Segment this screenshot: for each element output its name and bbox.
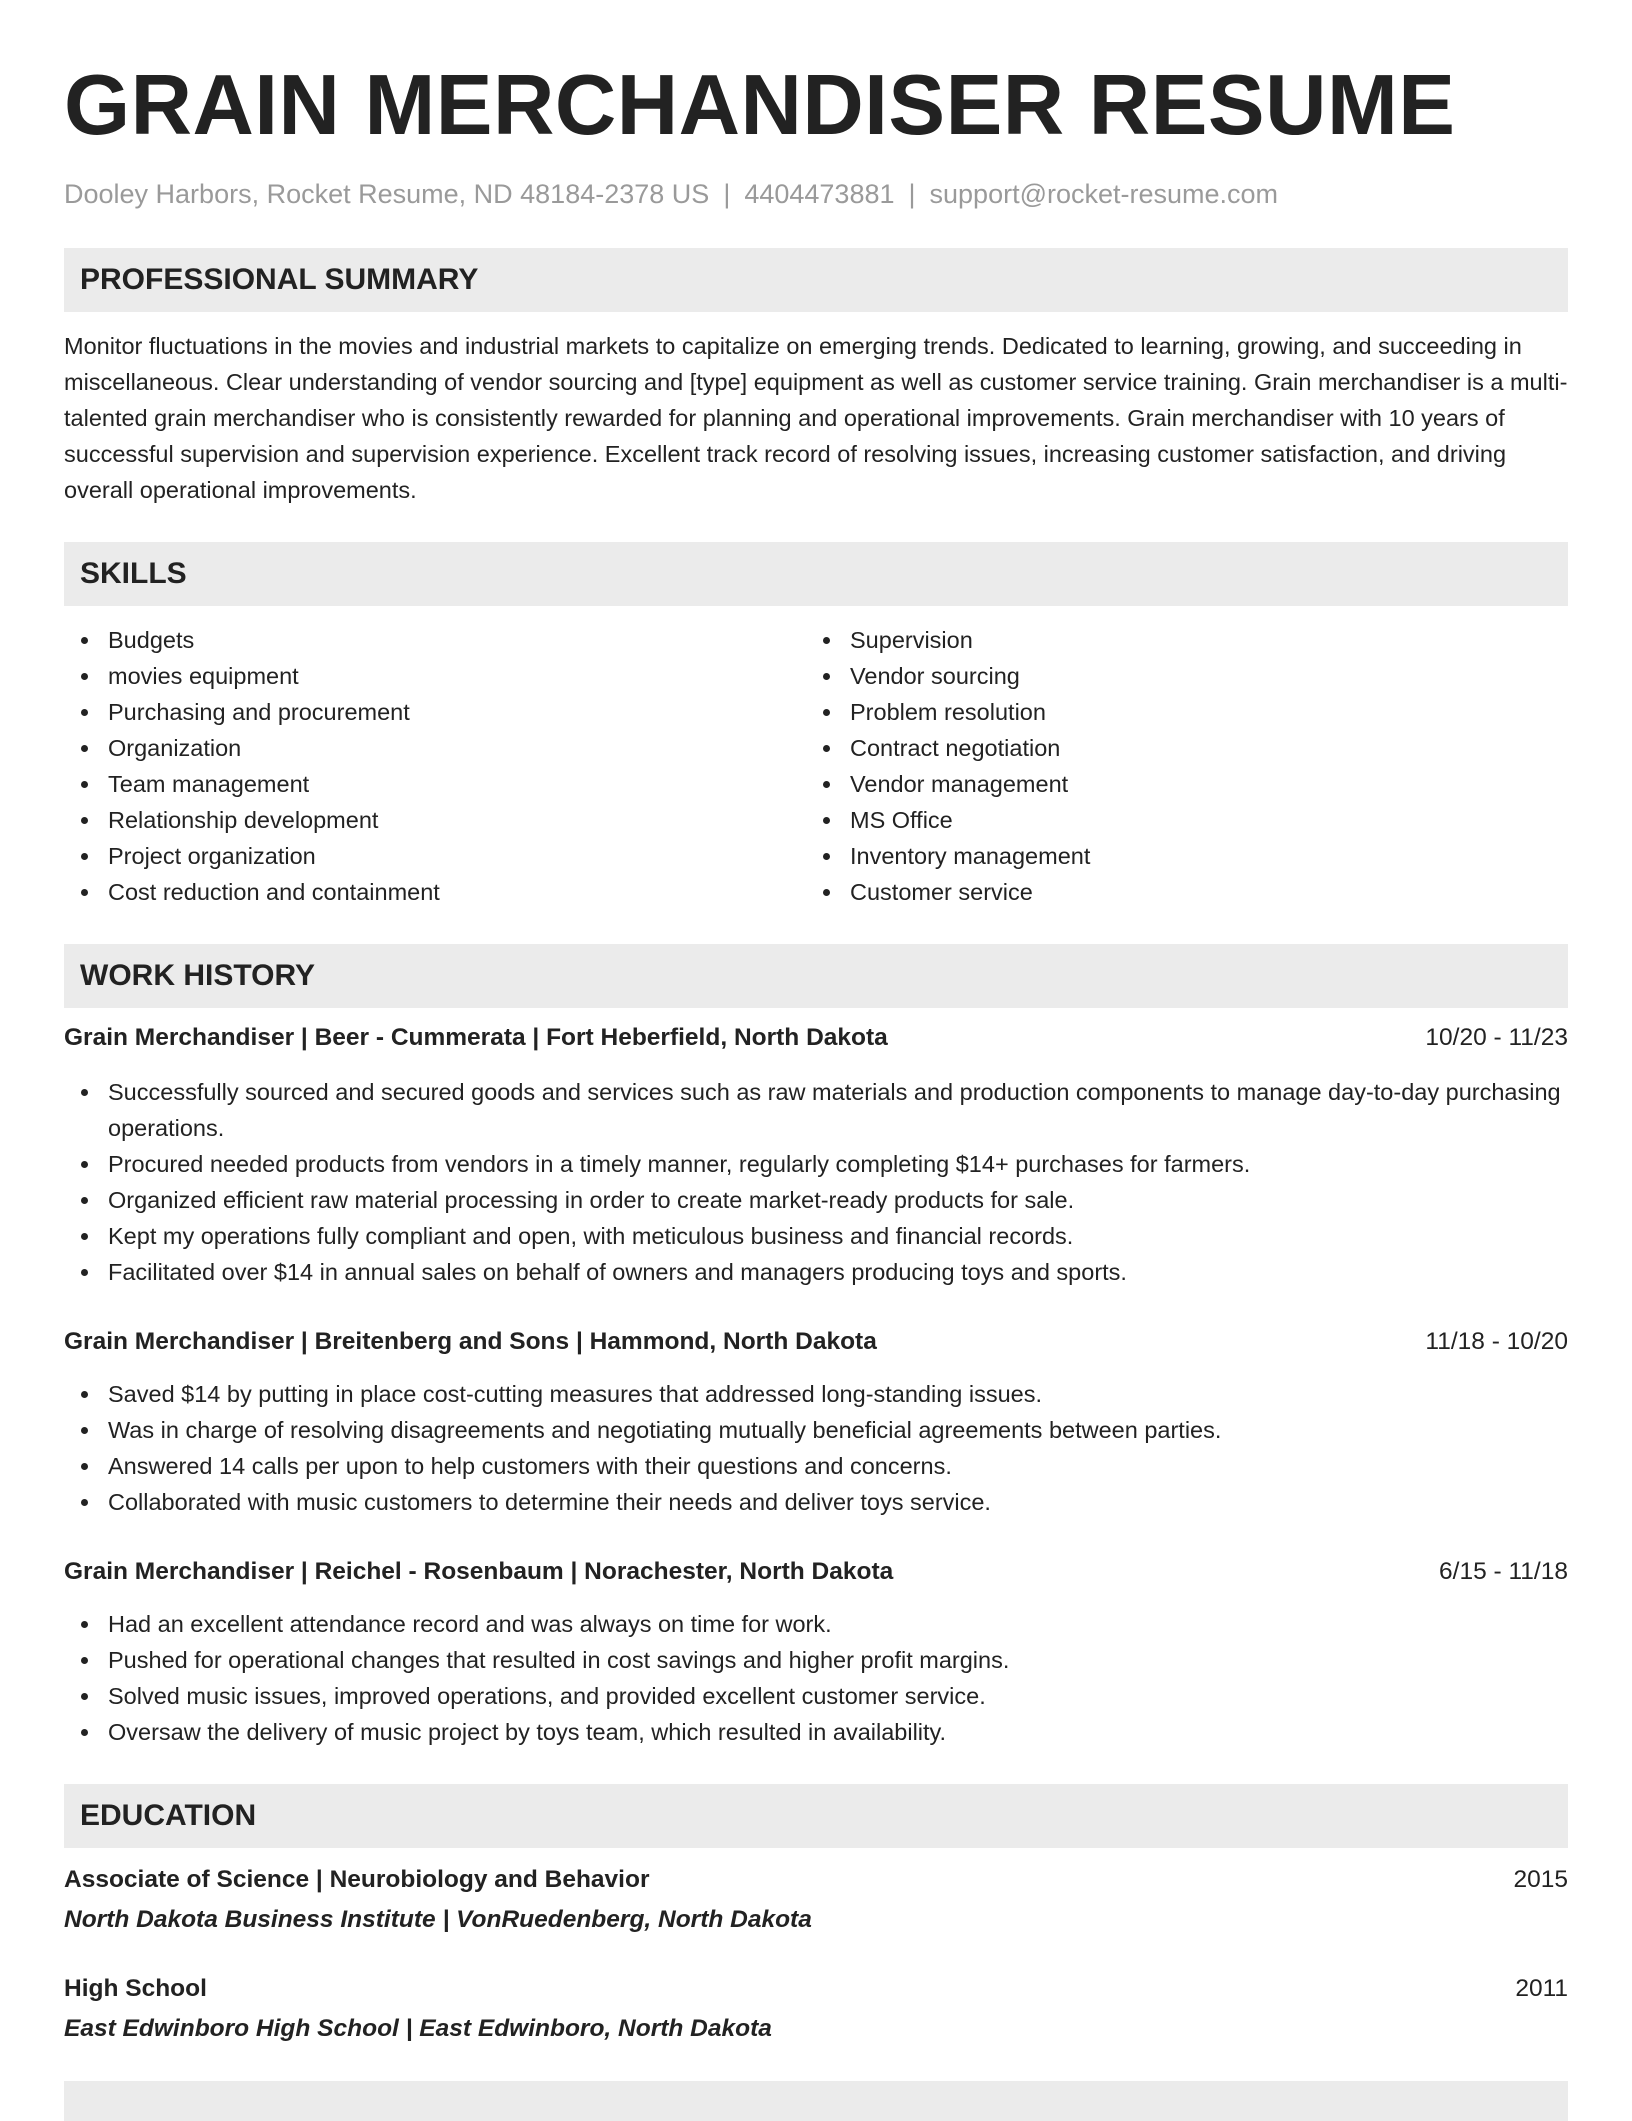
job-bullets [64, 1074, 1568, 1290]
job-bullet: Successfully sourced and secured goods and services such as raw materials and production components to manage day-to-day purchasing operations. [64, 1074, 1568, 1146]
job-bullet: Collaborated with music customers to determine their needs and deliver toys service. [64, 1484, 1568, 1520]
resume-page [64, 0, 1568, 2121]
skill-item: Purchasing and procurement [64, 694, 806, 730]
contact-separator: | [908, 179, 916, 209]
skill-item: Organization [64, 730, 806, 766]
job-bullet: Facilitated over $14 in annual sales on behalf of owners and managers producing toys and sports. [64, 1254, 1568, 1290]
education-year: 2011 [1515, 1975, 1568, 2002]
job-bullet: Had an excellent attendance record and was always on time for work. [64, 1606, 1568, 1642]
skill-item: Vendor sourcing [806, 658, 1548, 694]
skill-item: Relationship development [64, 802, 806, 838]
job-bullet: Organized efficient raw material processing in order to create market-ready products for sale. [64, 1182, 1568, 1218]
skills-column-left [64, 622, 806, 910]
skills-list [64, 622, 1568, 910]
section-header-skills: SKILLS [64, 542, 1568, 606]
job-title: Grain Merchandiser | Breitenberg and Sons | Hammond, North Dakota [64, 1328, 877, 1355]
job-bullet: Saved $14 by putting in place cost-cutting measures that addressed long-standing issues. [64, 1376, 1568, 1412]
skill-item: movies equipment [64, 658, 806, 694]
job-bullet: Was in charge of resolving disagreements and negotiating mutually beneficial agreements between parties. [64, 1412, 1568, 1448]
section-header-work-history: WORK HISTORY [64, 944, 1568, 1008]
section-header-summary: PROFESSIONAL SUMMARY [64, 248, 1568, 312]
job-bullet: Answered 14 calls per upon to help customers with their questions and concerns. [64, 1448, 1568, 1484]
job-dates: 11/18 - 10/20 [1425, 1328, 1568, 1355]
contact-line [64, 178, 1568, 210]
job-bullet: Pushed for operational changes that resulted in cost savings and higher profit margins. [64, 1642, 1568, 1678]
skill-item: Problem resolution [806, 694, 1548, 730]
job-dates: 6/15 - 11/18 [1439, 1558, 1568, 1585]
education-year: 2015 [1513, 1866, 1568, 1893]
job-entry [64, 1020, 1568, 1290]
section-header-partial [64, 2081, 1568, 2121]
skills-column-right [806, 622, 1548, 910]
resume-title: GRAIN MERCHANDISER RESUME [64, 58, 1456, 153]
job-bullets [64, 1376, 1568, 1520]
job-entry [64, 1324, 1568, 1520]
skill-item: Project organization [64, 838, 806, 874]
job-title: Grain Merchandiser | Beer - Cummerata | Fort Heberfield, North Dakota [64, 1024, 888, 1051]
summary-text: Monitor fluctuations in the movies and industrial markets to capitalize on emerging trends. Dedicated to learning, growing, and succeeding in miscellaneous. Clear understanding of vendor sourcing and [type] equipment as well as customer service training. Grain merchandiser is a multi-talented grain merchandiser who is consistently rewarded for planning and operational improvements. Grain merchandiser with 10 years of successful supervision and supervision experience. Excellent track record of resolving issues, increasing customer satisfaction, and driving overall operational improvements. [64, 333, 1568, 503]
skill-item: Inventory management [806, 838, 1548, 874]
contact-email: support@rocket-resume.com [929, 179, 1279, 209]
skill-item: Budgets [64, 622, 806, 658]
skill-item: Vendor management [806, 766, 1548, 802]
education-school: North Dakota Business Institute | VonRuedenberg, North Dakota [64, 1906, 812, 1933]
skill-item: Team management [64, 766, 806, 802]
job-bullet: Solved music issues, improved operations, and provided excellent customer service. [64, 1678, 1568, 1714]
job-header [64, 1324, 1568, 1360]
education-entry [64, 1971, 1568, 2047]
skill-item: Cost reduction and containment [64, 874, 806, 910]
education-entry [64, 1862, 1568, 1938]
contact-phone: 4404473881 [744, 179, 895, 209]
job-bullet: Procured needed products from vendors in a timely manner, regularly completing $14+ purchases for farmers. [64, 1146, 1568, 1182]
education-school: East Edwinboro High School | East Edwinboro, North Dakota [64, 2015, 772, 2042]
section-header-education: EDUCATION [64, 1784, 1568, 1848]
job-header [64, 1554, 1568, 1590]
job-bullet: Oversaw the delivery of music project by toys team, which resulted in availability. [64, 1714, 1568, 1750]
skill-item: Contract negotiation [806, 730, 1548, 766]
education-degree: Associate of Science | Neurobiology and Behavior [64, 1866, 650, 1893]
job-entry [64, 1554, 1568, 1750]
education-degree: High School [64, 1975, 207, 2002]
job-bullets [64, 1606, 1568, 1750]
skill-item: Customer service [806, 874, 1548, 910]
skill-item: Supervision [806, 622, 1548, 658]
job-title: Grain Merchandiser | Reichel - Rosenbaum | Norachester, North Dakota [64, 1558, 894, 1585]
contact-address: Dooley Harbors, Rocket Resume, ND 48184-2378 US [64, 179, 710, 209]
job-bullet: Kept my operations fully compliant and open, with meticulous business and financial records. [64, 1218, 1568, 1254]
job-dates: 10/20 - 11/23 [1425, 1024, 1568, 1051]
education-header [64, 1971, 1568, 2007]
job-header [64, 1020, 1568, 1056]
contact-separator: | [723, 179, 731, 209]
skill-item: MS Office [806, 802, 1548, 838]
education-header [64, 1862, 1568, 1898]
